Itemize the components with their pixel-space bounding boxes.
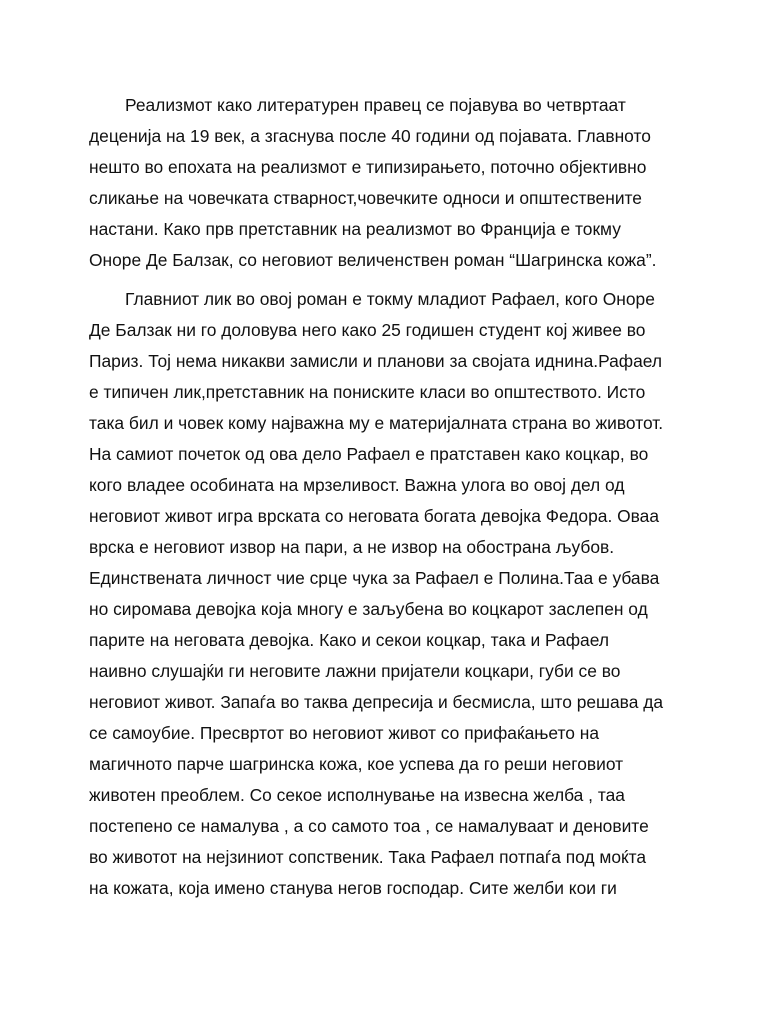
text-line: постепено се намалува , а со самото тоа , се намалуваат и деновите: [89, 816, 649, 836]
document-body: [89, 90, 689, 904]
text-line: неговиот живот игра врската со неговата богата девојка Федора. Оваа: [89, 506, 660, 526]
text-line: врска е неговиот извор на пари, а не извор на обострана љубов.: [89, 537, 615, 557]
text-line: деценија на 19 век, а згаснува после 40 години од појавата. Главното: [89, 126, 651, 146]
text-line: наивно слушајќи ги неговите лажни пријатели коцкари, губи се во: [89, 661, 621, 681]
text-line: настани. Како прв претставник на реализмот во Франција е токму: [89, 219, 621, 239]
text-line: Оноре Де Балзак, со неговиот величенствен роман “Шагринска кожа”.: [89, 250, 657, 270]
text-line: магичното парче шагринска кожа, кое успева да го реши неговиот: [89, 754, 624, 774]
text-line: така бил и човек кому најважна му е материјалната страна во животот.: [89, 413, 664, 433]
text-line: во животот на нејзиниот сопственик. Така Рафаел потпаѓа под моќта: [89, 847, 647, 867]
text-line: сликање на човечката стварност,човечките односи и општествените: [89, 188, 642, 208]
text-line: животен преоблем. Со секое исполнување на извесна желба , таа: [89, 785, 625, 805]
text-line: Реализмот како литературен правец се појавува во четвртаат: [125, 95, 626, 115]
text-line: Де Балзак ни го доловува него како 25 годишен студент кој живее во: [89, 320, 646, 340]
text-line: е типичен лик,претставник на пониските класи во општеството. Исто: [89, 382, 646, 402]
text-line: Главниот лик во овој роман е токму младиот Рафаел, кого Оноре: [125, 289, 655, 309]
text-line: кого владее особината на мрзеливост. Важна улога во овој дел од: [89, 475, 625, 495]
text-line: Париз. Тој нема никакви замисли и планови за својата иднина.Рафаел: [89, 351, 662, 371]
text-line: на кожата, која имено станува негов господар. Сите желби кои ги: [89, 878, 617, 898]
text-line: На самиот почеток од ова дело Рафаел е пратставен како коцкар, во: [89, 444, 649, 464]
paragraph-2: [89, 284, 689, 904]
text-line: се самоубие. Пресвртот во неговиот живот со прифаќањето на: [89, 723, 600, 743]
text-line: неговиот живот. Запаѓа во таква депресија и бесмисла, што решава да: [89, 692, 664, 712]
text-line: Единствената личност чие срце чука за Рафаел е Полина.Таа е убава: [89, 568, 660, 588]
text-line: парите на неговата девојка. Како и секои коцкар, така и Рафаел: [89, 630, 609, 650]
text-line: но сиромава девојка која многу е заљубена во коцкарот заслепен од: [89, 599, 648, 619]
paragraph-1: [89, 90, 689, 276]
text-line: нешто во епохата на реализмот е типизирањето, поточно објективно: [89, 157, 647, 177]
